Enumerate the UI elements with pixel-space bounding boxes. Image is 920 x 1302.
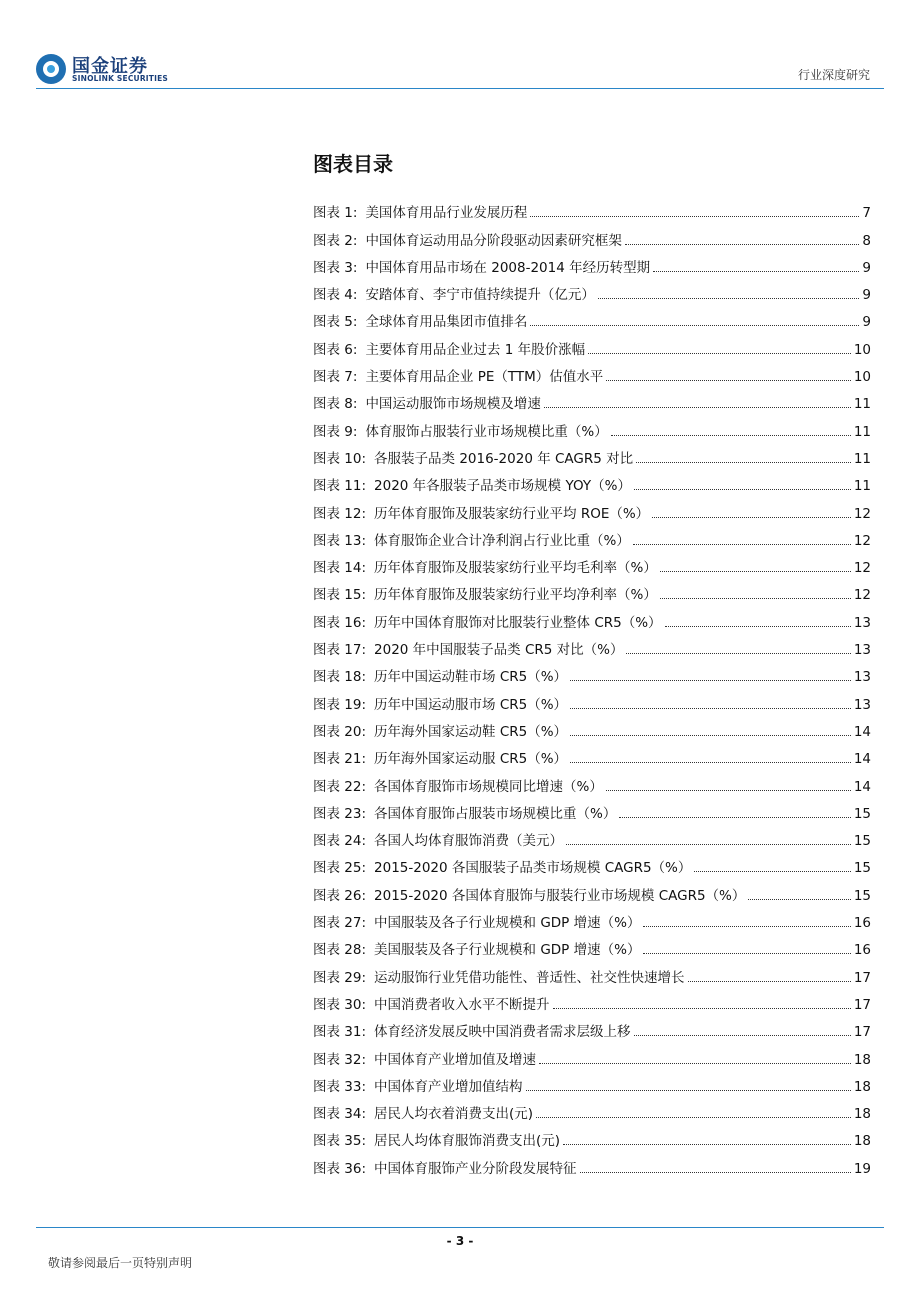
toc-item-title: 中国体育运动用品分阶段驱动因素研究框架: [365, 232, 622, 249]
toc-item-label: 图表 9:: [313, 423, 358, 440]
toc-item-page: 11: [853, 478, 871, 495]
toc-dot-leader: [553, 1008, 851, 1009]
toc-item-page: 18: [853, 1106, 871, 1123]
toc-item-title: 各国体育服饰占服装市场规模比重（%）: [374, 805, 617, 822]
toc-item-label: 图表 31:: [313, 1024, 367, 1041]
toc-dot-leader: [694, 871, 850, 872]
toc-item[interactable]: [313, 303, 871, 330]
toc-item[interactable]: [313, 931, 871, 958]
toc-item-title: 历年体育服饰及服装家纺行业平均净利率（%）: [374, 587, 657, 604]
toc-dot-leader: [570, 762, 851, 763]
toc-item-page: 15: [853, 833, 871, 850]
page-header: [0, 0, 920, 92]
toc-item-page: 10: [853, 341, 871, 358]
toc-item-label: 图表 1:: [313, 205, 358, 222]
toc-item-page: 11: [853, 450, 871, 467]
toc-dot-leader: [606, 380, 851, 381]
toc-item[interactable]: [313, 958, 871, 985]
disclaimer: 敬请参阅最后一页特别声明: [48, 1256, 193, 1270]
header-divider: [36, 88, 884, 89]
toc-item[interactable]: [313, 358, 871, 385]
toc-dot-leader: [619, 817, 850, 818]
toc-item-label: 图表 3:: [313, 259, 358, 276]
toc-item-title: 历年体育服饰及服装家纺行业平均毛利率（%）: [374, 560, 657, 577]
toc-item-title: 中国消费者收入水平不断提升: [374, 996, 550, 1013]
toc-item[interactable]: [313, 522, 871, 549]
report-type: 行业深度研究: [797, 68, 870, 82]
toc-dot-leader: [643, 926, 850, 927]
toc-item-label: 图表 24:: [313, 833, 367, 850]
toc-item-title: 2020 年中国服装子品类 CR5 对比（%）: [374, 642, 624, 659]
toc-item-label: 图表 25:: [313, 860, 367, 877]
toc-item-label: 图表 6:: [313, 341, 358, 358]
toc-item-title: 居民人均衣着消费支出(元): [374, 1106, 534, 1123]
toc-item[interactable]: [313, 221, 871, 248]
toc-dot-leader: [748, 899, 850, 900]
toc-item-label: 图表 19:: [313, 696, 367, 713]
figure-toc-list: [313, 194, 871, 1177]
toc-item[interactable]: [313, 603, 871, 630]
toc-item-label: 图表 13:: [313, 532, 367, 549]
toc-dot-leader: [634, 1035, 851, 1036]
toc-item-title: 运动服饰行业凭借功能性、普适性、社交性快速增长: [374, 969, 685, 986]
toc-item-label: 图表 2:: [313, 232, 358, 249]
toc-item-title: 2020 年各服装子品类市场规模 YOY（%）: [374, 478, 631, 495]
brand-logo: [36, 52, 176, 88]
toc-item[interactable]: [313, 740, 871, 767]
toc-dot-leader: [625, 244, 859, 245]
toc-dot-leader: [570, 735, 851, 736]
toc-item-page: 19: [853, 1160, 871, 1177]
toc-dot-leader: [626, 653, 850, 654]
toc-item-page: 18: [853, 1078, 871, 1095]
toc-item[interactable]: [313, 576, 871, 603]
toc-item-page: 13: [853, 614, 871, 631]
toc-item-page: 16: [853, 942, 871, 959]
toc-item[interactable]: [313, 194, 871, 221]
toc-item-label: 图表 21:: [313, 751, 367, 768]
toc-item-page: 9: [862, 287, 871, 304]
toc-dot-leader: [526, 1090, 851, 1091]
toc-item-title: 美国体育用品行业发展历程: [365, 205, 528, 222]
toc-item-page: 16: [853, 915, 871, 932]
toc-item-page: 13: [853, 642, 871, 659]
toc-item[interactable]: [313, 1149, 871, 1176]
toc-item[interactable]: [313, 876, 871, 903]
toc-item[interactable]: [313, 549, 871, 576]
toc-item-label: 图表 5:: [313, 314, 358, 331]
toc-dot-leader: [544, 407, 851, 408]
toc-item-page: 14: [853, 723, 871, 740]
toc-item-label: 图表 8:: [313, 396, 358, 413]
toc-item-page: 9: [862, 314, 871, 331]
toc-item-label: 图表 20:: [313, 723, 367, 740]
toc-item[interactable]: [313, 494, 871, 521]
toc-item[interactable]: [313, 1095, 871, 1122]
toc-dot-leader: [643, 953, 850, 954]
toc-item[interactable]: [313, 767, 871, 794]
toc-dot-leader: [688, 981, 851, 982]
toc-item-page: 11: [853, 423, 871, 440]
toc-item-page: 12: [853, 532, 871, 549]
toc-dot-leader: [588, 353, 851, 354]
toc-item[interactable]: [313, 1122, 871, 1149]
toc-item-page: 17: [853, 969, 871, 986]
toc-item[interactable]: [313, 330, 871, 357]
toc-item[interactable]: [313, 467, 871, 494]
toc-item[interactable]: [313, 795, 871, 822]
toc-item-title: 体育经济发展反映中国消费者需求层级上移: [374, 1024, 631, 1041]
toc-item-page: 12: [853, 587, 871, 604]
toc-dot-leader: [606, 790, 851, 791]
toc-item-title: 主要体育用品企业过去 1 年股价涨幅: [365, 341, 586, 358]
toc-item-label: 图表 28:: [313, 942, 367, 959]
toc-item-page: 7: [862, 205, 871, 222]
toc-item-label: 图表 16:: [313, 614, 367, 631]
toc-item[interactable]: [313, 276, 871, 303]
toc-item-label: 图表 27:: [313, 915, 367, 932]
toc-item-page: 15: [853, 805, 871, 822]
toc-dot-leader: [536, 1117, 851, 1118]
toc-item[interactable]: [313, 631, 871, 658]
toc-item-page: 18: [853, 1133, 871, 1150]
toc-item-title: 历年中国运动服市场 CR5（%）: [374, 696, 568, 713]
toc-item-label: 图表 10:: [313, 450, 367, 467]
toc-item-label: 图表 15:: [313, 587, 367, 604]
toc-item[interactable]: [313, 904, 871, 931]
toc-item-title: 各服装子品类 2016-2020 年 CAGR5 对比: [374, 450, 634, 467]
toc-item-title: 中国体育产业增加值结构: [374, 1078, 523, 1095]
toc-item-page: 15: [853, 860, 871, 877]
toc-item-page: 8: [862, 232, 871, 249]
toc-item-label: 图表 35:: [313, 1133, 367, 1150]
toc-item[interactable]: [313, 658, 871, 685]
toc-item[interactable]: [313, 713, 871, 740]
toc-item-label: 图表 29:: [313, 969, 367, 986]
toc-item-page: 17: [853, 1024, 871, 1041]
toc-item-title: 中国服装及各子行业规模和 GDP 增速（%）: [374, 915, 641, 932]
toc-dot-leader: [570, 680, 851, 681]
toc-item[interactable]: [313, 849, 871, 876]
toc-item-title: 中国体育服饰产业分阶段发展特征: [374, 1160, 577, 1177]
toc-item[interactable]: [313, 1013, 871, 1040]
toc-item-page: 10: [853, 369, 871, 386]
toc-dot-leader: [598, 298, 859, 299]
toc-item-page: 13: [853, 696, 871, 713]
toc-item-page: 14: [853, 778, 871, 795]
toc-dot-leader: [563, 1144, 851, 1145]
toc-dot-leader: [580, 1172, 851, 1173]
toc-item-title: 各国人均体育服饰消费（美元）: [374, 833, 564, 850]
toc-dot-leader: [633, 544, 851, 545]
toc-item-title: 全球体育用品集团市值排名: [365, 314, 528, 331]
toc-dot-leader: [665, 626, 851, 627]
toc-item-page: 11: [853, 396, 871, 413]
page-number: - 3 -: [446, 1234, 474, 1248]
sinolink-logo-icon: [36, 54, 66, 84]
toc-dot-leader: [566, 844, 851, 845]
toc-item-title: 历年中国体育服饰对比服装行业整体 CR5（%）: [374, 614, 662, 631]
toc-item-title: 中国运动服饰市场规模及增速: [365, 396, 541, 413]
toc-item-title: 安踏体育、李宁市值持续提升（亿元）: [365, 287, 595, 304]
toc-item-label: 图表 30:: [313, 996, 367, 1013]
toc-title: 图表目录: [313, 152, 393, 176]
toc-dot-leader: [611, 435, 851, 436]
toc-item-label: 图表 36:: [313, 1160, 367, 1177]
toc-item-label: 图表 26:: [313, 887, 367, 904]
toc-item-page: 13: [853, 669, 871, 686]
toc-item-label: 图表 18:: [313, 669, 367, 686]
toc-item[interactable]: [313, 685, 871, 712]
toc-dot-leader: [660, 571, 851, 572]
toc-item-title: 2015-2020 各国服装子品类市场规模 CAGR5（%）: [374, 860, 692, 877]
toc-item-title: 主要体育用品企业 PE（TTM）估值水平: [365, 369, 604, 386]
toc-dot-leader: [530, 216, 859, 217]
toc-dot-leader: [653, 271, 859, 272]
toc-item-label: 图表 11:: [313, 478, 367, 495]
toc-item-title: 2015-2020 各国体育服饰与服装行业市场规模 CAGR5（%）: [374, 887, 746, 904]
toc-item-title: 历年中国运动鞋市场 CR5（%）: [374, 669, 568, 686]
toc-item-title: 历年体育服饰及服装家纺行业平均 ROE（%）: [374, 505, 650, 522]
toc-item-page: 12: [853, 505, 871, 522]
toc-item-page: 17: [853, 996, 871, 1013]
toc-item-title: 美国服装及各子行业规模和 GDP 增速（%）: [374, 942, 641, 959]
toc-dot-leader: [660, 598, 851, 599]
toc-item-page: 15: [853, 887, 871, 904]
toc-item[interactable]: [313, 440, 871, 467]
toc-item-title: 各国体育服饰市场规模同比增速（%）: [374, 778, 603, 795]
toc-dot-leader: [530, 325, 859, 326]
toc-item-label: 图表 32:: [313, 1051, 367, 1068]
toc-dot-leader: [570, 708, 851, 709]
toc-item[interactable]: [313, 986, 871, 1013]
toc-item-page: 14: [853, 751, 871, 768]
toc-item-title: 体育服饰占服装行业市场规模比重（%）: [365, 423, 608, 440]
toc-item-label: 图表 14:: [313, 560, 367, 577]
toc-item-label: 图表 7:: [313, 369, 358, 386]
toc-item[interactable]: [313, 385, 871, 412]
toc-item-label: 图表 17:: [313, 642, 367, 659]
toc-dot-leader: [652, 517, 851, 518]
toc-item-title: 居民人均体育服饰消费支出(元): [374, 1133, 561, 1150]
toc-item-page: 12: [853, 560, 871, 577]
brand-name-cn: 国金证券: [72, 56, 148, 77]
toc-item-title: 中国体育用品市场在 2008-2014 年经历转型期: [365, 259, 651, 276]
toc-item[interactable]: [313, 249, 871, 276]
toc-dot-leader: [634, 489, 851, 490]
toc-item-title: 体育服饰企业合计净利润占行业比重（%）: [374, 532, 630, 549]
toc-item-title: 历年海外国家运动鞋 CR5（%）: [374, 723, 568, 740]
toc-item[interactable]: [313, 1040, 871, 1067]
toc-item-label: 图表 12:: [313, 505, 367, 522]
toc-item-title: 中国体育产业增加值及增速: [374, 1051, 537, 1068]
toc-item-page: 18: [853, 1051, 871, 1068]
toc-item[interactable]: [313, 822, 871, 849]
brand-name-en: SINOLINK SECURITIES: [72, 74, 169, 83]
toc-dot-leader: [539, 1063, 851, 1064]
toc-item-label: 图表 22:: [313, 778, 367, 795]
toc-item-label: 图表 33:: [313, 1078, 367, 1095]
toc-item[interactable]: [313, 1068, 871, 1095]
toc-item-page: 9: [862, 259, 871, 276]
toc-item-label: 图表 34:: [313, 1106, 367, 1123]
toc-item[interactable]: [313, 412, 871, 439]
toc-item-title: 历年海外国家运动服 CR5（%）: [374, 751, 568, 768]
footer-divider: [36, 1227, 884, 1228]
toc-dot-leader: [636, 462, 851, 463]
toc-item-label: 图表 4:: [313, 287, 358, 304]
toc-item-label: 图表 23:: [313, 805, 367, 822]
